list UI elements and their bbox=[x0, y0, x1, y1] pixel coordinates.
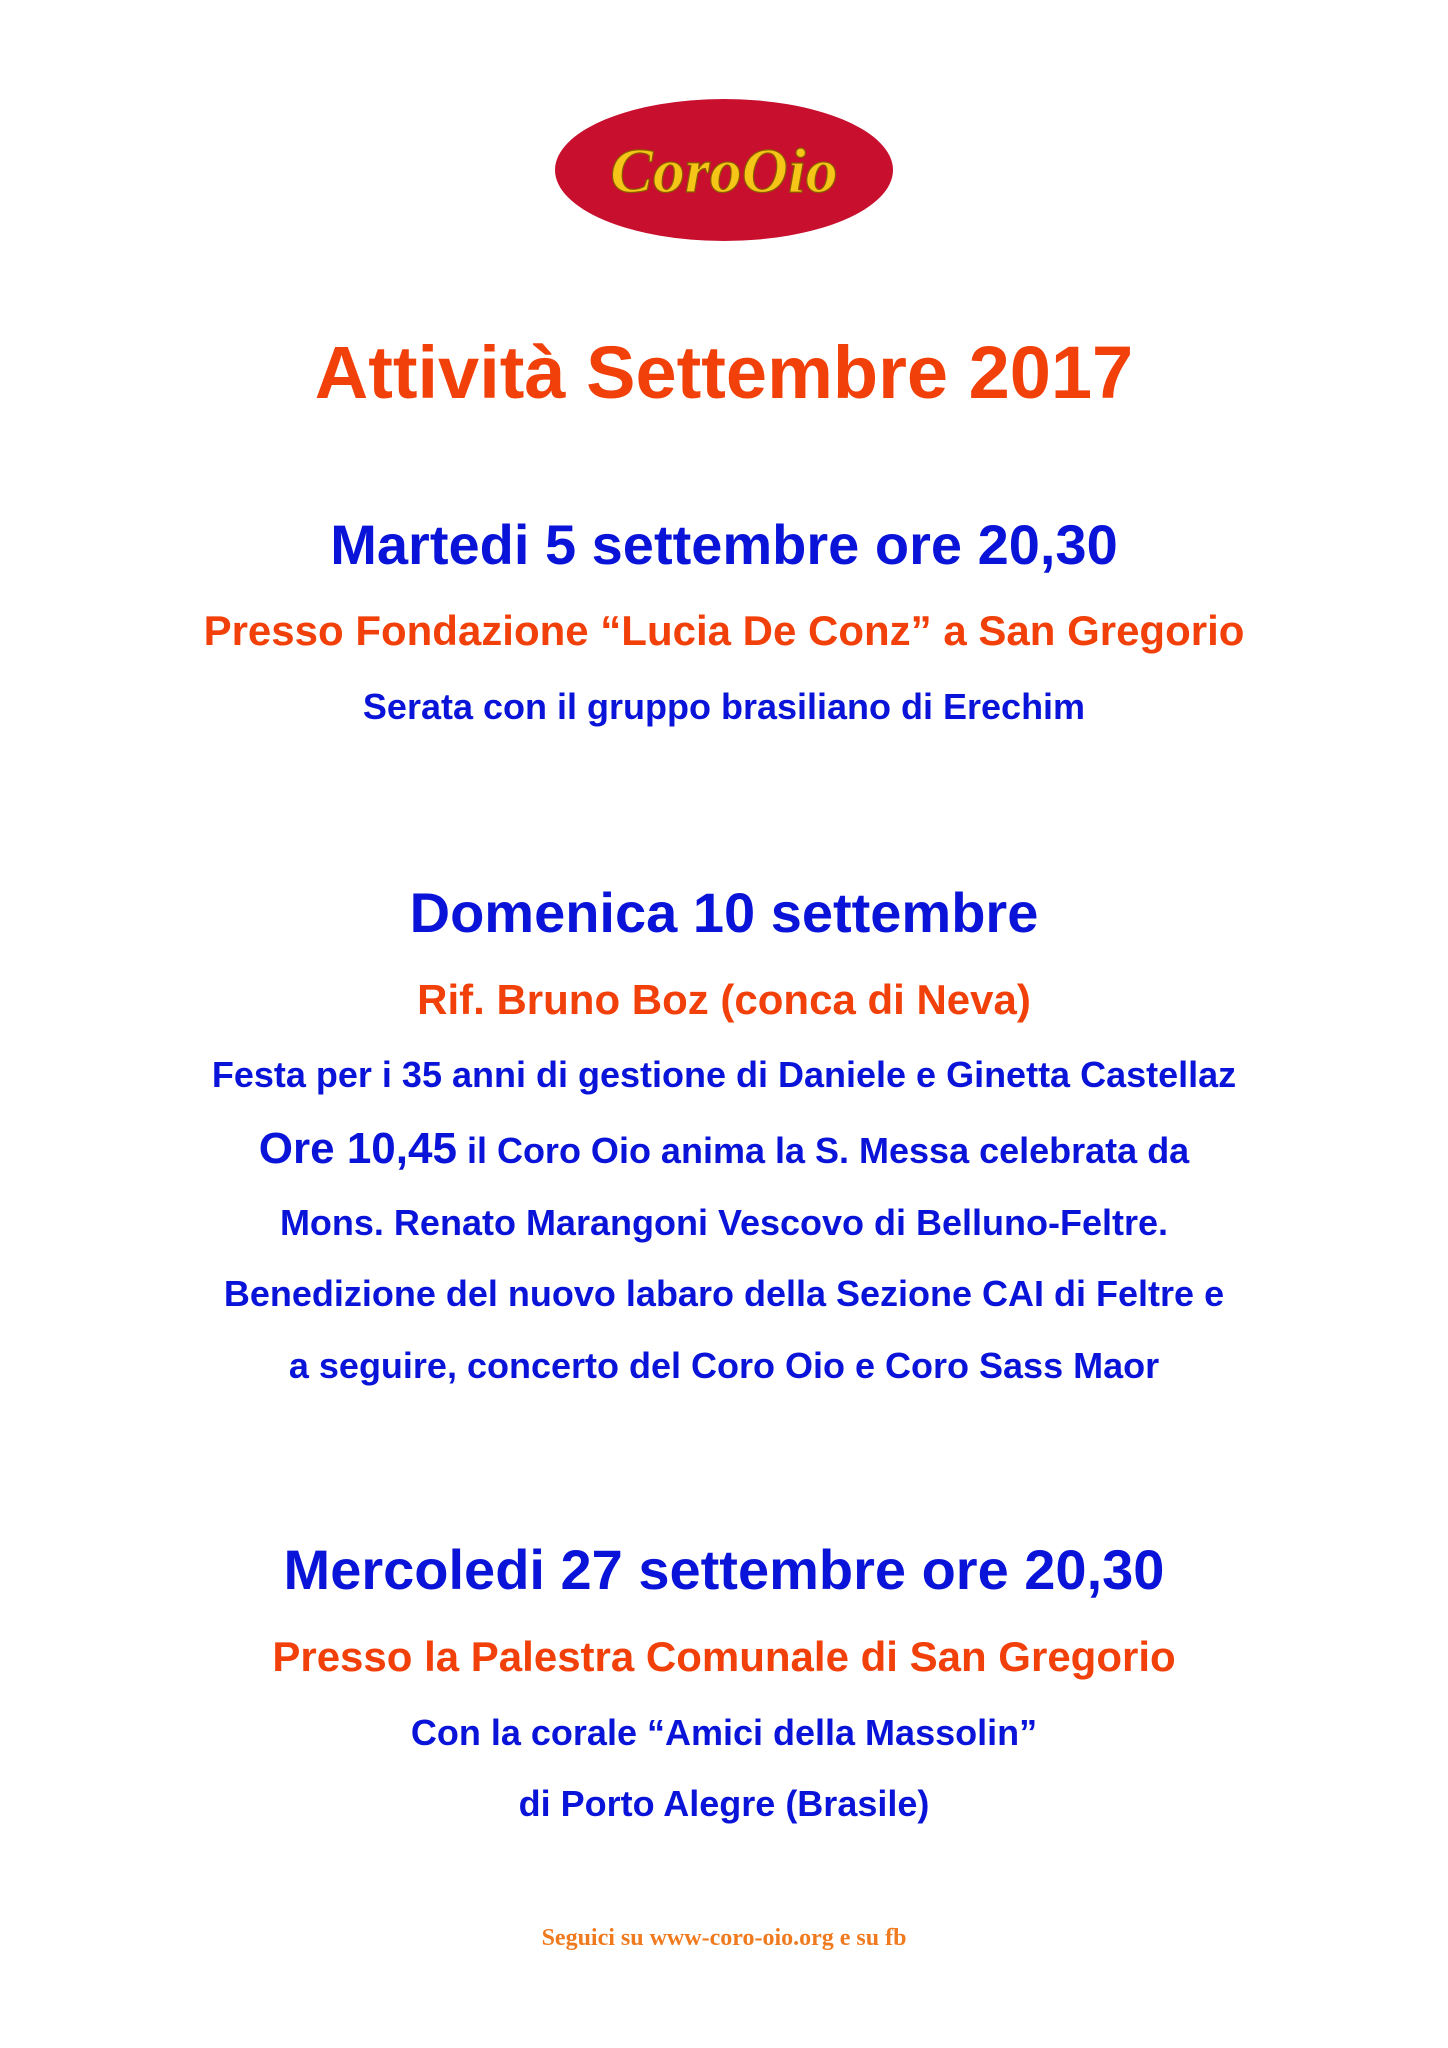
svg-text:CoroOio: CoroOio bbox=[610, 135, 838, 206]
event-2-line-5: a seguire, concerto del Coro Oio e Coro Sass Maor bbox=[288, 1345, 1160, 1386]
event-3-date: Mercoledi 27 settembre ore 20,30 bbox=[283, 1538, 1165, 1601]
event-2-date: Domenica 10 settembre bbox=[409, 881, 1039, 944]
coro-oio-logo bbox=[553, 97, 895, 243]
footer-follow-link[interactable]: Seguici su www-coro-oio.org e su fb bbox=[541, 1925, 907, 1951]
event-3-place: Presso la Palestra Comunale di San Gregorio bbox=[272, 1633, 1176, 1680]
page-title: Attività Settembre 2017 bbox=[314, 331, 1134, 414]
event-3-line-2: di Porto Alegre (Brasile) bbox=[518, 1783, 930, 1824]
event-2-mass-text: il Coro Oio anima la S. Messa celebrata da bbox=[456, 1130, 1190, 1171]
event-3-line-1: Con la corale “Amici della Massolin” bbox=[410, 1712, 1038, 1753]
event-1-place: Presso Fondazione “Lucia De Conz” a San Gregorio bbox=[203, 607, 1245, 654]
event-1-date: Martedi 5 settembre ore 20,30 bbox=[330, 513, 1118, 576]
event-2-line-1: Festa per i 35 anni di gestione di Daniele e Ginetta Castellaz bbox=[211, 1054, 1237, 1095]
event-2-mass-time: Ore 10,45 bbox=[258, 1124, 457, 1173]
event-1-description: Serata con il gruppo brasiliano di Erechim bbox=[362, 686, 1086, 727]
event-2-place: Rif. Bruno Boz (conca di Neva) bbox=[417, 976, 1031, 1023]
event-2-line-3: Mons. Renato Marangoni Vescovo di Belluno-Feltre. bbox=[279, 1202, 1169, 1243]
event-2-line-4: Benedizione del nuovo labaro della Sezione CAI di Feltre e bbox=[223, 1273, 1225, 1314]
event-2-line-2 bbox=[0, 1124, 1448, 1174]
